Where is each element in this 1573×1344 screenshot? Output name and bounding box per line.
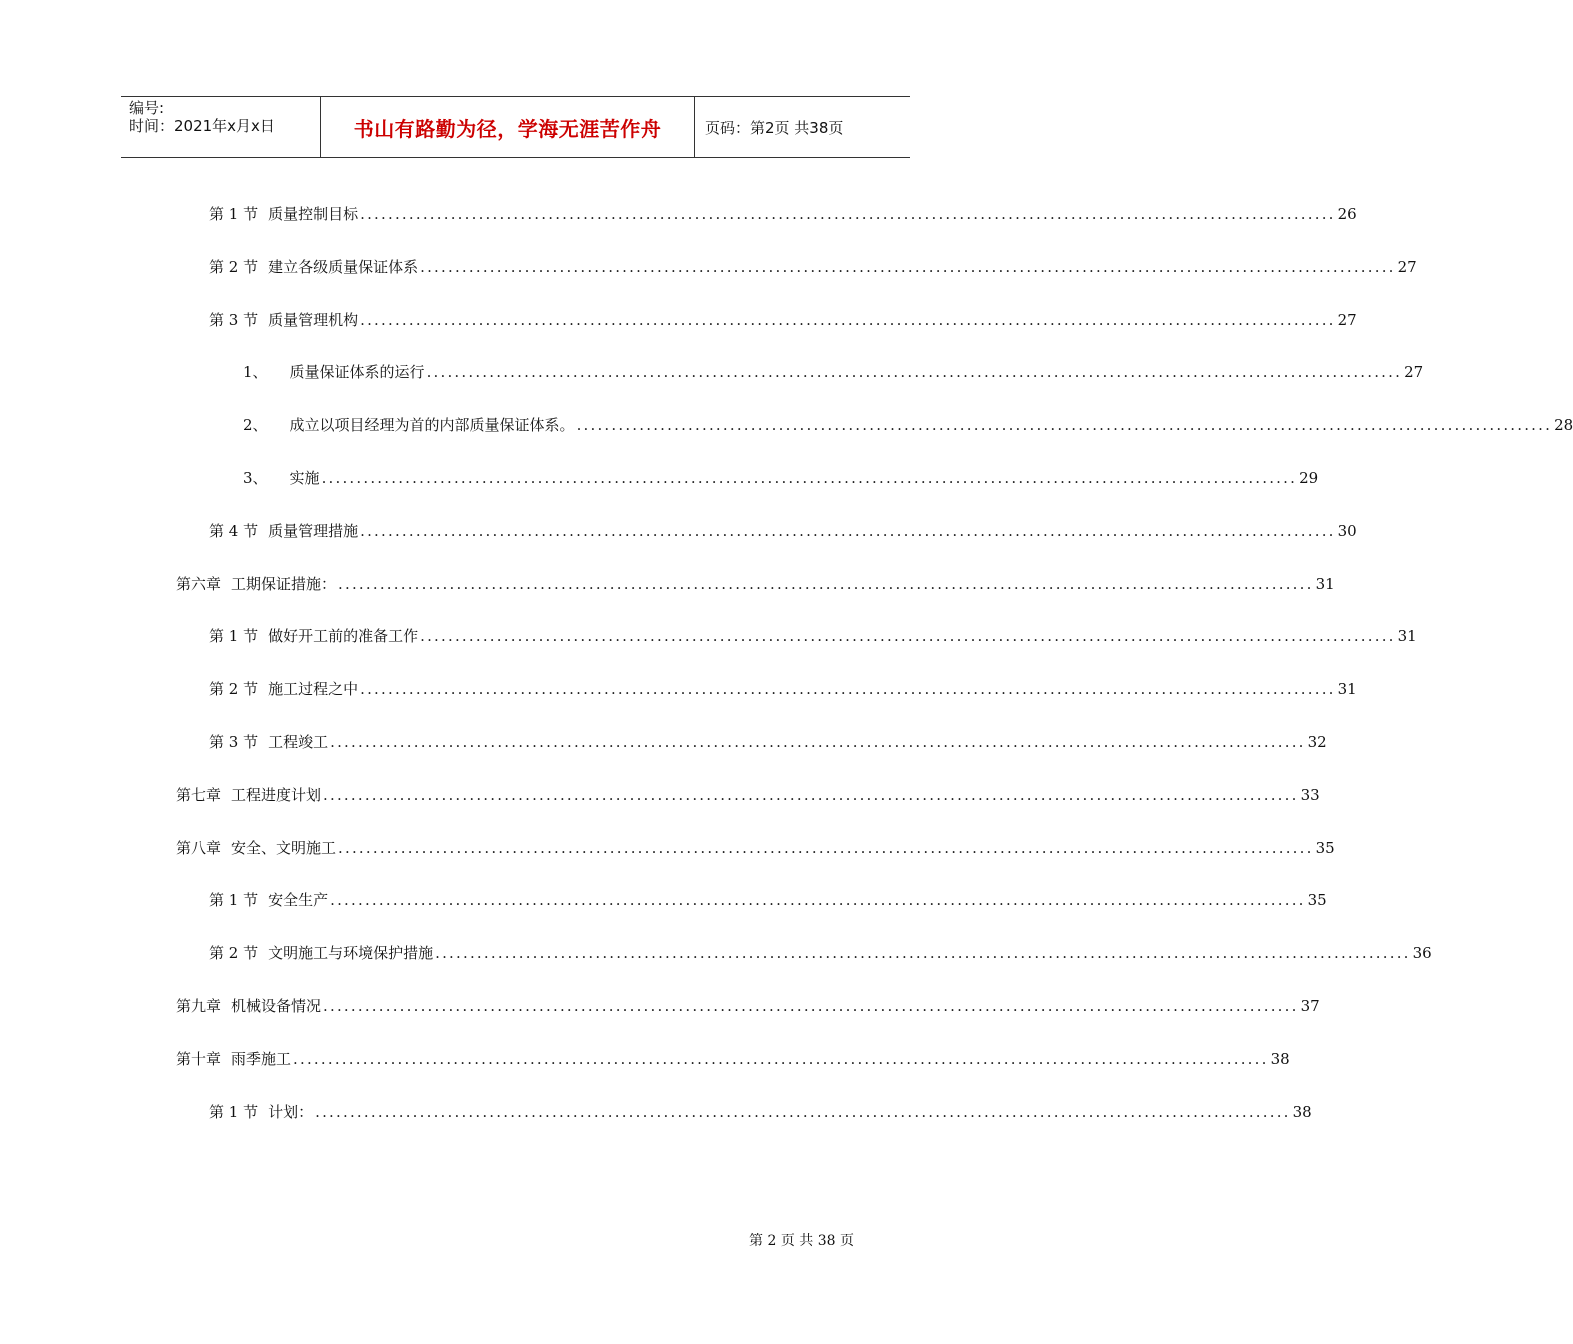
toc-entry-page: 31 [1337,680,1357,698]
serial-number-label: 编号: [129,99,165,117]
toc-entry-title: 工程进度计划 [231,786,322,804]
toc-dot-leader: ............................................................................................................................................ [420,627,1396,645]
toc-dot-leader: ............................................................................................................................................ [426,363,1403,381]
toc-entry-title: 机械设备情况 [231,997,322,1015]
toc-entry-page: 30 [1337,522,1357,540]
toc-entry-page: 32 [1307,733,1327,751]
toc-entry-page: 38 [1292,1103,1312,1121]
toc-dot-leader: ............................................................................................................................................ [360,205,1336,223]
toc-dot-leader: ............................................................................................................................................ [293,1050,1269,1068]
toc-entry[interactable] [209,678,1357,700]
toc-entry-title: 安全生产 [268,891,329,909]
toc-dot-leader: ............................................................................................................................................ [420,258,1396,276]
toc-entry-number: 第八章 [176,839,222,857]
toc-entry-title: 计划： [268,1103,314,1121]
toc-entry[interactable] [243,361,1424,383]
toc-entry-number: 1、 [243,363,268,381]
toc-entry-number: 第 3 节 [209,311,259,329]
toc-entry[interactable] [209,309,1357,331]
toc-dot-leader: ............................................................................................................................................ [338,839,1314,857]
toc-entry-page: 37 [1300,997,1320,1015]
header-meta-cell [121,97,321,157]
toc-entry-title: 雨季施工 [231,1050,292,1068]
toc-entry-number: 第七章 [176,786,222,804]
toc-entry-number: 第十章 [176,1050,222,1068]
toc-entry-page: 33 [1300,786,1320,804]
toc-entry-title: 建立各级质量保证体系 [268,258,419,276]
toc-entry[interactable] [243,414,1573,436]
toc-dot-leader: ............................................................................................................................................ [315,1103,1291,1121]
toc-entry[interactable] [209,889,1327,911]
toc-entry[interactable] [209,942,1432,964]
toc-entry-title: 文明施工与环境保护措施 [268,944,434,962]
toc-entry-number: 第 4 节 [209,522,259,540]
toc-entry-page: 38 [1270,1050,1290,1068]
toc-entry-page: 27 [1404,363,1424,381]
toc-entry[interactable] [209,1101,1312,1123]
toc-entry-number: 第 1 节 [209,627,259,645]
motto-text: 书山有路勤为径，学海无涯苦作舟 [353,116,662,141]
toc-dot-leader: ............................................................................................................................................ [435,944,1411,962]
toc-entry-title: 安全、文明施工 [231,839,337,857]
toc-entry-number: 第 1 节 [209,205,259,223]
toc-entry-title: 质量保证体系的运行 [289,363,425,381]
toc-entry-page: 28 [1554,416,1573,434]
toc-entry-number: 第 1 节 [209,1103,259,1121]
toc-entry-number: 第 1 节 [209,891,259,909]
toc-entry[interactable] [243,467,1319,489]
toc-entry-number: 第 3 节 [209,733,259,751]
toc-entry-title: 质量控制目标 [268,205,359,223]
toc-entry[interactable] [209,520,1357,542]
toc-entry-title: 质量管理机构 [268,311,359,329]
toc-entry-number: 第 2 节 [209,944,259,962]
toc-entry-page: 35 [1315,839,1335,857]
toc-entry[interactable] [209,625,1417,647]
toc-dot-leader: ............................................................................................................................................ [576,416,1553,434]
toc-dot-leader: ............................................................................................................................................ [323,786,1299,804]
toc-entry-title: 质量管理措施 [268,522,359,540]
page-code-label: 页码：第2页 共38页 [705,118,844,137]
toc-entry-title: 工程竣工 [268,733,329,751]
toc-entry-number: 2、 [243,416,268,434]
toc-entry-page: 26 [1337,205,1357,223]
toc-dot-leader: ............................................................................................................................................ [360,522,1336,540]
toc-entry[interactable] [176,995,1320,1017]
toc-entry[interactable] [176,837,1335,859]
toc-entry[interactable] [176,1048,1290,1070]
toc-entry-page: 31 [1397,627,1417,645]
toc-entry-title: 做好开工前的准备工作 [268,627,419,645]
toc-entry-page: 35 [1307,891,1327,909]
toc-entry-number: 第九章 [176,997,222,1015]
toc-entry-title: 工期保证措施： [231,575,337,593]
toc-entry-title: 成立以项目经理为首的内部质量保证体系。 [289,416,575,434]
toc-entry[interactable] [176,784,1320,806]
toc-dot-leader: ............................................................................................................................................ [321,469,1298,487]
toc-entry-page: 31 [1315,575,1335,593]
toc-entry-page: 27 [1397,258,1417,276]
toc-entry[interactable] [209,731,1327,753]
toc-entry-page: 29 [1299,469,1319,487]
toc-entry-number: 第六章 [176,575,222,593]
toc-entry-number: 3、 [243,469,268,487]
page-header [121,96,910,158]
toc-dot-leader: ............................................................................................................................................ [330,733,1306,751]
toc-entry[interactable] [209,256,1417,278]
toc-entry-title: 实施 [289,469,320,487]
toc-entry-page: 36 [1412,944,1432,962]
time-label: 时间：2021年x月x日 [129,117,275,135]
toc-dot-leader: ............................................................................................................................................ [338,575,1314,593]
header-motto-cell [321,97,695,157]
toc-entry[interactable] [176,573,1335,595]
toc-entry-number: 第 2 节 [209,258,259,276]
toc-entry[interactable] [209,203,1357,225]
header-page-cell [695,97,910,157]
toc-entry-page: 27 [1337,311,1357,329]
toc-dot-leader: ............................................................................................................................................ [360,311,1336,329]
toc-entry-number: 第 2 节 [209,680,259,698]
toc-entry-title: 施工过程之中 [268,680,359,698]
toc-dot-leader: ............................................................................................................................................ [360,680,1336,698]
toc-dot-leader: ............................................................................................................................................ [323,997,1299,1015]
toc-dot-leader: ............................................................................................................................................ [330,891,1306,909]
page-footer: 第 2 页 共 38 页 [749,1233,854,1249]
